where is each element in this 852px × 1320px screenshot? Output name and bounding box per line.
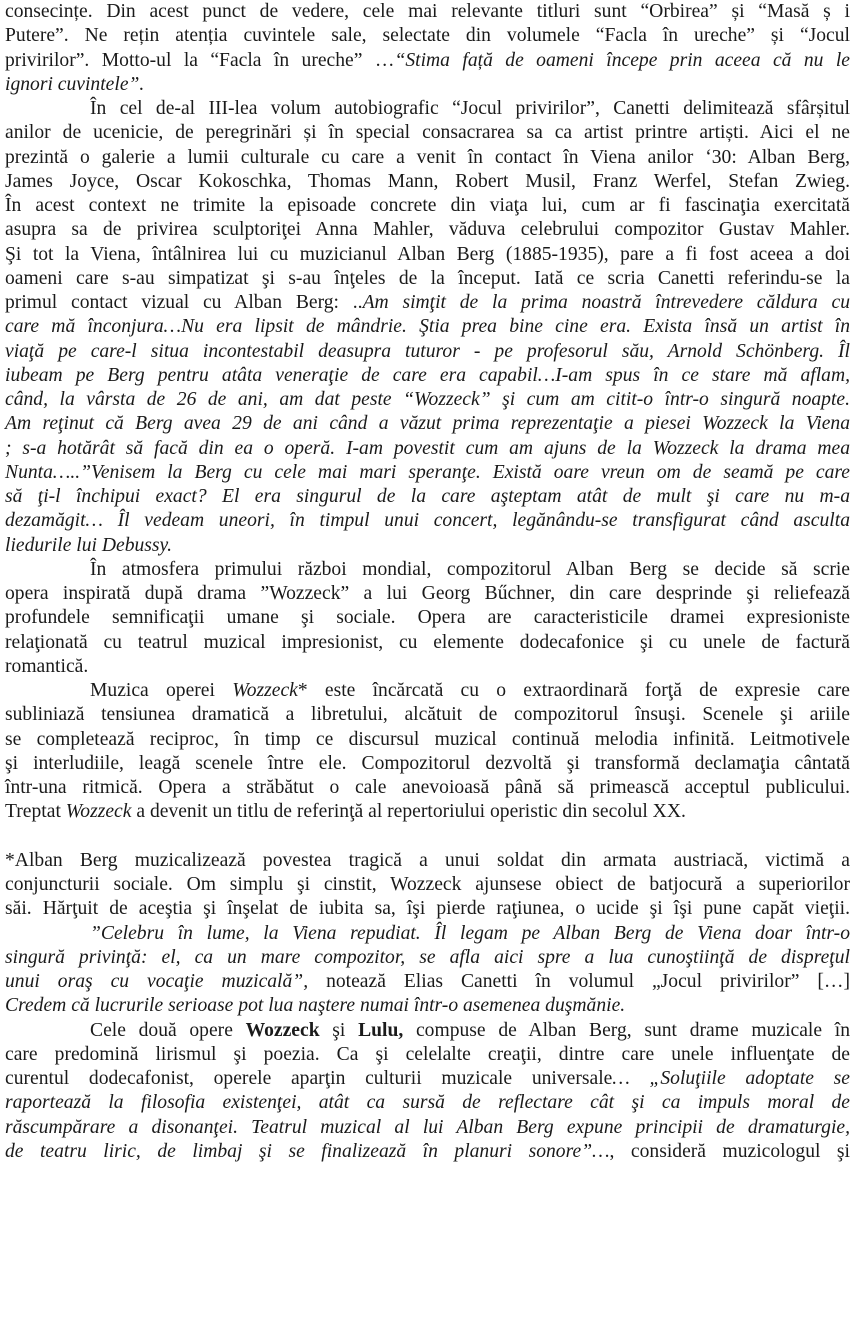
italic-text: când, la vârsta de 26 de ani, am dat peste “Wozzeck” şi cum am citit-o într-o singură noapte. [5, 389, 850, 410]
body-text: romantică. [5, 655, 89, 677]
body-text: opera inspirată după drama ”Wozzeck” a lui Georg Bűchner, din care desprinde şi reliefează [5, 583, 850, 604]
text-line [5, 800, 850, 824]
text-line [5, 243, 850, 267]
italic-text: singură privinţă: el, ca un mare compozitor, se afla aici spre a lua cunoştiinţă de dispreţul [5, 946, 850, 968]
body-text: Putere”. Ne rețin atenția cuvintele sale, selectate din volumele “Facla în ureche” și “Jocul [5, 25, 850, 47]
text-line [5, 412, 850, 436]
italic-text: să ţi-l închipui exact? El era singurul de la care aşteptam atât de mult şi care nu m-a [5, 486, 850, 507]
body-text: James Joyce, Oscar Kokoschka, Thomas Mann, Robert Musil, Franz Werfel, Stefan Zwieg. [5, 170, 850, 192]
italic-text: ”Celebru în lume, la Viena repudiat. Îl legam pe Alban Berg de Viena doar într-o [90, 922, 850, 944]
italic-text: … „Soluţiile adoptate se [612, 1068, 850, 1089]
text-line [5, 194, 850, 218]
text-line [5, 849, 850, 873]
body-text: În cel de-al III-lea volum autobiografic “Jocul privirilor”, Canetti delimitează sfârșitul [90, 98, 850, 119]
italic-text: de teatru liric, de limbaj şi se finalizează în planuri sonore”… [5, 1140, 610, 1162]
body-text: *Alban Berg muzicalizează povestea tragică a unui soldat din armata austriacă, victimă a [5, 849, 850, 871]
italic-text: răscumpărare a disonanţei. Teatrul muzical al lui Alban Berg expune principii de dramaturgie, [5, 1116, 850, 1138]
text-line [5, 631, 850, 655]
italic-text: Wozzeck [65, 801, 132, 823]
text-line [5, 873, 850, 897]
text-line [5, 218, 850, 242]
body-text: , consideră muzicologul şi [609, 1140, 851, 1162]
body-text: care predomină lirismul şi poezia. Ca şi celelalte creaţii, dintre care unele influenţate de [5, 1043, 850, 1065]
text-line [5, 1067, 850, 1091]
text-line [5, 1019, 850, 1043]
text-line [5, 922, 850, 946]
text-line [5, 291, 850, 315]
body-text: Muzica operei [90, 680, 233, 701]
italic-text: Wozzeck [232, 680, 298, 701]
italic-text: “Stima față de oameni începe prin aceea că nu le [394, 49, 850, 71]
body-text: compuse de Alban Berg, sunt drame muzicale în [403, 1019, 850, 1041]
italic-text: raportează la filosofia existenţei, atât ca sursă de reflectare cât şi ca impuls moral de [5, 1092, 850, 1114]
italic-text: dezamăgit… Îl vedeam uneori, în timpul unui concert, legănându-se transfigurat când asculta [5, 510, 850, 532]
body-text: şi interludiile, leagă scenele între ele. Compozitorul dezvoltă şi transformă declamaţia cântată [5, 752, 850, 774]
italic-text: care mă înconjura…Nu era lipsit de mândrie. Ştia prea bine cine era. Exista însă un artist în [5, 316, 850, 338]
body-text: oameni care s-au simpatizat şi s-au înţeles de la început. Iată ce scria Canetti referindu-se la [5, 267, 850, 289]
text-line [5, 364, 850, 388]
text-line [5, 897, 850, 921]
body-text: În atmosfera primului război mondial, compozitorul Alban Berg se decide să scrie [90, 558, 850, 580]
italic-text: ; s-a hotărât să facă din ea o operă. I-am povestit cum am ajuns de la Wozzeck la drama mea [5, 437, 850, 459]
text-line [5, 509, 850, 533]
bold-text: Wozzeck [245, 1019, 320, 1041]
body-text: curentul dodecafonist, operele aparţin culturii muzicale universale [5, 1068, 613, 1089]
text-line [5, 1116, 850, 1140]
text-line [5, 752, 850, 776]
body-text: într-una ritmică. Opera a străbătut o cale anevoioasă până să primească acceptul publicului. [5, 777, 850, 798]
italic-text: Am reţinut că Berg avea 29 de ani când a văzut prima reprezentaţie a piesei Wozzeck la Viena [5, 413, 850, 435]
italic-text: ignori cuvintele”. [5, 73, 145, 95]
text-line [5, 315, 850, 339]
italic-text: unui oraş cu vocaţie muzicală”, [5, 971, 327, 992]
body-text: se completează reciproc, în timp ce discursul muzical continuă melodia infinită. Leitmotivele [5, 728, 850, 750]
body-text: Treptat [5, 801, 66, 823]
text-line [5, 703, 850, 727]
text-line [5, 534, 850, 558]
body-text: asupra sa de privirea sculptoriţei Anna Mahler, văduva celebrului compozitor Gustav Mahler. [5, 219, 850, 241]
body-text: săi. Hărţuit de aceştia şi înşelat de iubita sa, îşi pierde raţiunea, o ucide şi îşi pune capăt vieţii. [5, 898, 850, 920]
body-text: consecințe. Din acest punct de vedere, cele mai relevante titluri sunt “Orbirea” și “Masă ș i [5, 1, 850, 22]
body-text: subliniază tensiunea dramatică a libretului, alcătuit de compozitorul însuşi. Scenele şi ariile [5, 704, 850, 726]
text-line [5, 121, 850, 145]
text-line [5, 461, 850, 485]
body-text: notează Elias Canetti în volumul „Jocul privirilor” […] [326, 971, 851, 992]
text-line [5, 606, 850, 630]
body-text: privirilor”. Motto-ul la “Facla în ureche” … [5, 49, 395, 71]
italic-text: Nunta…..”Venisem la Berg cu cele mai mari speranţe. Există oare vreun om de seamă pe care [5, 461, 850, 483]
text-line [5, 1091, 850, 1115]
text-line [5, 728, 850, 752]
body-text: Şi tot la Viena, întâlnirea lui cu muzicianul Alban Berg (1885-1935), pare a fi fost aceea a doi [5, 243, 850, 265]
body-text: conjuncturii sociale. Om simplu şi cinstit, Wozzeck ajunsese obiect de batjocură a superiorilor [5, 874, 850, 895]
bold-text: Lulu, [358, 1019, 404, 1041]
text-line [5, 24, 850, 48]
italic-text: iubeam pe Berg pentru atâta veneraţie de care era capabil…I-am spus în ce stare mă aflam, [5, 364, 850, 386]
text-line [5, 485, 850, 509]
body-text: şi [319, 1019, 359, 1041]
italic-text: viaţă pe care-l situa incontestabil deasupra tuturor - pe profesorul său, Arnold Schönberg. Îl [5, 340, 850, 362]
text-line [5, 73, 850, 97]
italic-text: liedurile lui Debussy. [5, 534, 173, 556]
body-text: primul contact vizual cu Alban Berg: .. [5, 292, 363, 313]
text-line [5, 946, 850, 970]
text-line [5, 0, 850, 24]
body-text: Cele două opere [90, 1019, 246, 1041]
text-line [5, 97, 850, 121]
italic-text: Am simţit de la prima noastră întrevedere căldura cu [362, 292, 850, 313]
text-line [5, 340, 850, 364]
text-line [5, 994, 850, 1018]
text-line [5, 679, 850, 703]
text-line [5, 1043, 850, 1067]
body-text: relaţionată cu teatrul muzical impresionist, cu elemente dodecafonice şi cu unele de factură [5, 631, 850, 653]
body-text: anilor de ucenicie, de peregrinări și în special consacrarea sa ca artist printre artiști. Aici el ne [5, 122, 850, 144]
text-line [5, 388, 850, 412]
text-line [5, 558, 850, 582]
body-text: prezintă o galerie a lumii culturale cu care a venit în contact în Viena anilor ‘30: Alban Berg, [5, 146, 850, 168]
text-line [5, 170, 850, 194]
italic-text: Credem că lucrurile serioase pot lua naştere numai într-o asemenea duşmănie. [5, 995, 626, 1017]
body-text: În acest context ne trimite la episoade concrete din viaţa lui, cum ar fi fascinaţia exercitată [5, 195, 850, 216]
text-line [5, 970, 850, 994]
text-line [5, 49, 850, 73]
text-line [5, 582, 850, 606]
text-line [5, 776, 850, 800]
text-line [5, 267, 850, 291]
text-line [5, 437, 850, 461]
body-text: a devenit un titlu de referinţă al repertoriului operistic din secolul XX. [131, 801, 686, 823]
text-line [5, 146, 850, 170]
text-line [5, 655, 850, 679]
text-line [5, 1140, 850, 1164]
body-text: profundele semnificaţii umane şi sociale. Opera are caracteristicile dramei expresioniste [5, 607, 850, 629]
blank-line [5, 825, 850, 849]
body-text: * este încărcată cu o extraordinară forţă de expresie care [297, 680, 851, 701]
